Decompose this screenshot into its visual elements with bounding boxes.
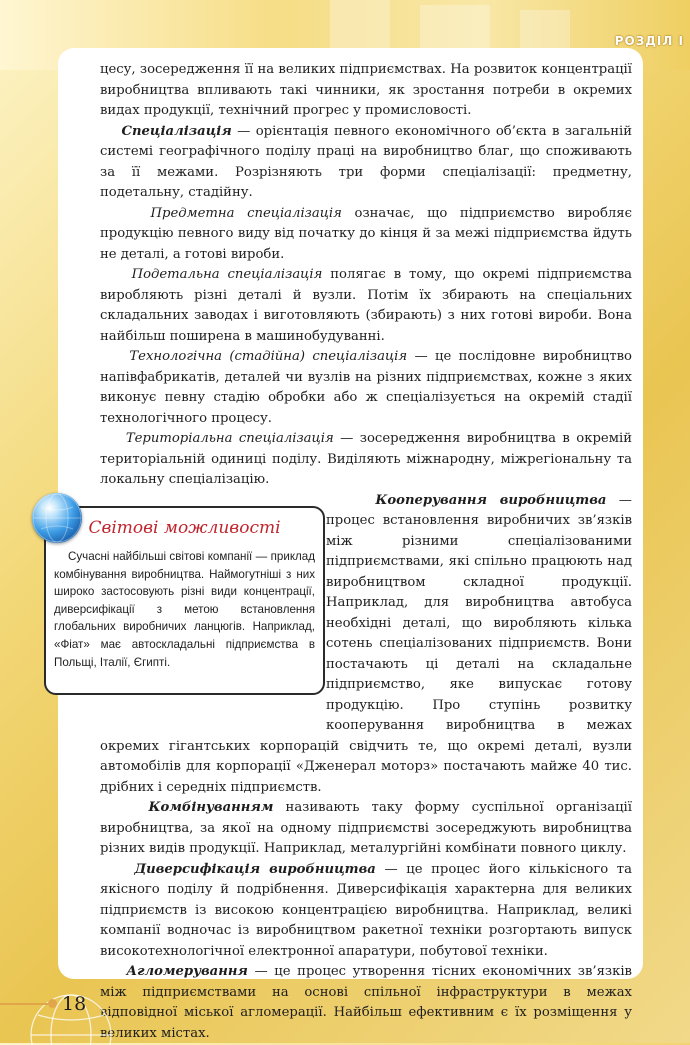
paragraph-text: — орієнтація певного економічного об’єкта в загальній системі географічного поділу праці на виробництво благ, що споживають за її межами. Розрізняють три форми спеціалізації: предметну, подетальну, стадійну. <box>100 123 632 200</box>
paragraph <box>100 265 632 347</box>
paragraph <box>100 347 632 429</box>
paragraph <box>100 429 632 491</box>
page-number-dot <box>48 999 57 1008</box>
paragraph <box>100 962 632 1044</box>
info-box-text: Сучасні найбільші світові компанії — приклад комбінування виробництва. Наймогутніші з них широко застосовують різні види концентрації, диверсифікації з метою встановлення глобальних виробничих ланцюгів. Наприклад, «Фіат» має автоскладальні підприємства в Польщі, Італії, Єгипті. <box>54 550 315 669</box>
paragraph <box>100 122 632 204</box>
term: Комбінуванням <box>148 800 274 815</box>
paragraph-text: — це послідовне виробництво напівфабрикатів, деталей чи вузлів на різних підприємствах, кожне з яких виконує певну стадію обробки або ж спеціалізується на окремій стадії технологічного процесу. <box>100 349 632 426</box>
paragraph-text: — процес встановлення виробничих зв’язків між різними спеціалізованими підприємствами, які спільно працюють над виробництвом складної продукції. Наприклад, для виробництва автобуса необхідні деталі, що виробляють кілька сотень спеціалізованих підприємств. Вони постачають ці деталі на складальне підприємство, яке випускає готову продукцію. Про ступінь розвитку кооперування виробництва в межах окремих гігантських корпорацій свідчить те, що окремі деталі, вузли автомобілів для корпорації «Дженерал моторз» постачають майже 40 тис. дрібних і середніх підприємств. <box>100 492 632 795</box>
paragraph-text: називають таку форму суспільної організації виробництва, за якої на одному підприємстві зосереджують виробництва різних видів продукції. Наприклад, металургійні комбінати повного циклу. <box>100 800 632 856</box>
paragraph-text: — це процес утворення тісних економічних зв’язків між підприємствами на основі спільної інфраструктури в межах відповідної міської агломерації. Найбільш ефективним є їх розміщення у великих містах. <box>100 964 632 1041</box>
term: Агломерування <box>126 964 248 979</box>
info-box-title: Світові можливості <box>88 518 281 538</box>
term: Технологічна (стадійна) спеціалізація <box>129 349 408 364</box>
paragraph-text: — зосередження виробництва в окремій територіальній одиниці поділу. Виділяють міжнародну, міжрегіональну та локальну спеціалізацію. <box>100 431 632 487</box>
info-box <box>44 506 325 695</box>
page-number-rule <box>0 1003 48 1005</box>
paragraph-text: означає, що підприємство виробляє продукцію певного виду від початку до кінця й за межі підприємства йдуть не деталі, а готові вироби. <box>100 205 633 262</box>
globe-icon <box>32 493 82 543</box>
section-tab: РОЗДІЛ І <box>614 34 684 48</box>
paragraph-text: полягає в тому, що окремі підприємства виробляють різні деталі й вузли. Потім їх збирають на спеціальних складальних заводах і виготовляють (збирають) з них готові вироби. Вона найбільш поширена в машинобудуванні. <box>100 267 632 344</box>
term: Територіальна спеціалізація <box>125 431 334 446</box>
paragraph <box>100 204 632 266</box>
paragraph-text: цесу, зосередження її на великих підприємствах. На розвиток концентрації виробництва впливають такі чинники, як зростання потреби в окремих видах продукції, технічний прогрес у промисловості. <box>100 62 632 118</box>
paragraph <box>100 60 632 122</box>
term: Подетальна спеціалізація <box>131 267 323 282</box>
term: Спеціалізація <box>121 123 232 139</box>
term: Диверсифікація виробництва <box>134 861 376 877</box>
paragraph <box>100 798 632 860</box>
term: Кооперування виробництва <box>375 492 607 508</box>
paragraph <box>100 860 632 963</box>
page-number: 18 <box>62 993 87 1015</box>
term: Предметна спеціалізація <box>150 205 342 221</box>
paragraph-text: — це процес його кількісного та якісного поділу й подрібнення. Диверсифікація характерна для великих підприємств із високою концентрацією виробництва. Наприклад, великі компанії водночас із виробництвом ракетної техніки розгортають випуск високотехнологічної електронної апаратури, побутової техніки. <box>100 861 632 959</box>
